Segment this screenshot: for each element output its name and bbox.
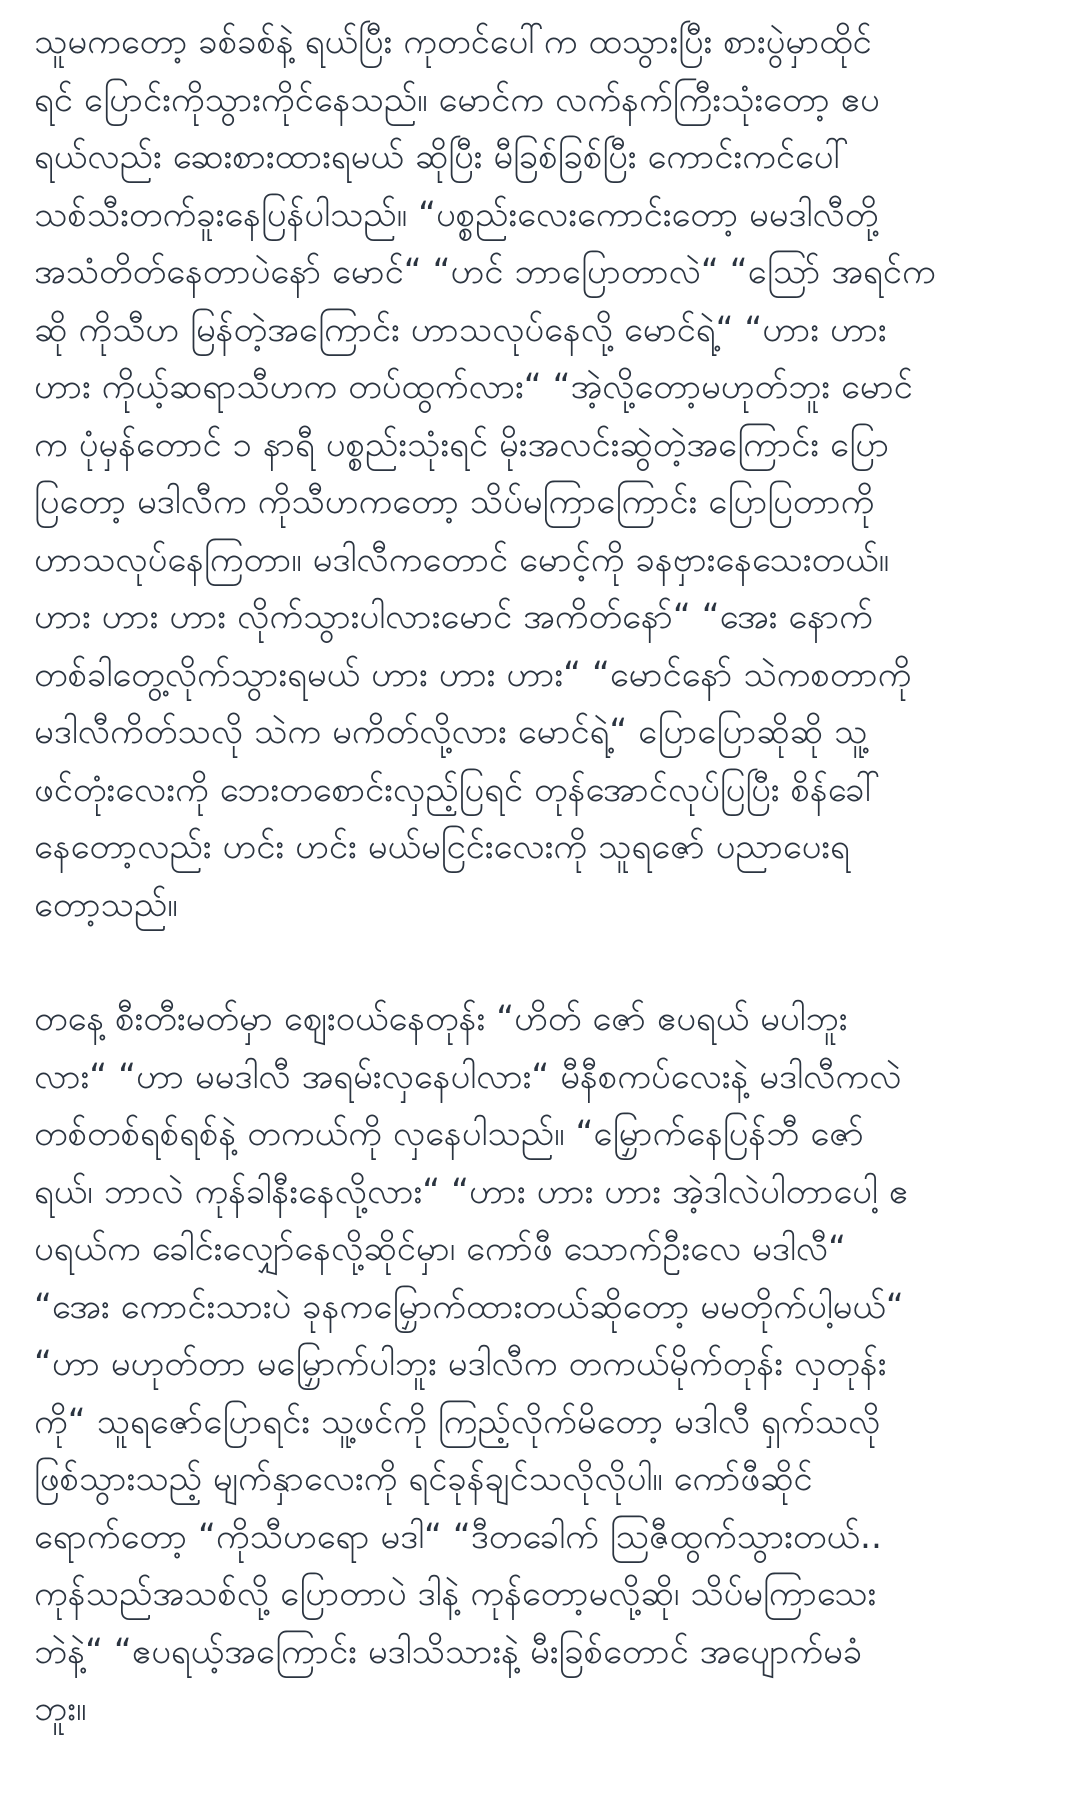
text-line: ပြတော့ မဒါလီက ကိုသီဟကတော့ သိပ်မကြာကြောင်း ပြောပြတာကို xyxy=(34,482,875,522)
text-line: ဟာသလုပ်နေကြတာ။ မဒါလီကတောင် မောင့်ကို ခနဗှားနေသေးတယ်။ xyxy=(34,539,890,580)
text-line: ရယ်၊ ဘာလဲ ကုန်ခါနီးနေလို့လား“ “ဟား ဟား ဟား အဲ့ဒါလဲပါတာပေါ့ ဧ xyxy=(34,1171,909,1212)
text-line: “ဟာ မဟုတ်တာ မမြှောက်ပါဘူး မဒါလီက တကယ်မိုက်တုန်း လှတုန်း xyxy=(34,1344,887,1384)
text-line: ကုန်သည်အသစ်လို့ ပြောတာပဲ ဒါနဲ့ ကုန်တော့မလို့ဆို၊ သိပ်မကြာသေး xyxy=(34,1574,877,1614)
text-line: နေတော့လည်း ဟင်း ဟင်း မယ်မငြင်းလေးကို သူရဇော် ပညာပေးရ xyxy=(34,827,850,867)
text-line: ဘူး။ xyxy=(34,1689,87,1729)
paragraph-2 xyxy=(34,991,1054,1739)
text-line: တစ်တစ်ရစ်ရစ်နဲ့ တကယ်ကို လှနေပါသည်။ “မြှောက်နေပြန်ဘီ ဇော် xyxy=(34,1114,864,1154)
text-line: မဒါလီကိတ်သလို သဲက မကိတ်လို့လား မောင်ရဲ့“ ပြောပြောဆိုဆို သူ့ xyxy=(34,712,868,752)
article-body xyxy=(34,14,1054,1739)
text-line: ဟား ဟား ဟား လိုက်သွားပါလားမောင် အကိတ်နော်“ “အေး နောက် xyxy=(34,597,873,637)
text-line: တစ်ခါတွေ့လိုက်သွားရမယ် ဟား ဟား ဟား“ “မောင်နော် သဲကစတာကို xyxy=(34,654,912,695)
text-line: ရောက်တော့ “ကိုသီဟရော မဒါ“ “ဒီတခေါက် ဩဇီထွက်သွားတယ်.. xyxy=(34,1516,882,1557)
text-line: ဖင်တုံးလေးကို ဘေးတစောင်းလှည့်ပြရင် တုန်အောင်လုပ်ပြပြီး စိန်ခေါ် xyxy=(34,769,881,810)
text-line: ဟား ကိုယ့်ဆရာသီဟက တပ်ထွက်လား“ “အဲ့လို့တော့မဟုတ်ဘူး မောင် xyxy=(34,367,913,407)
text-line: ရယ်လည်း ဆေးစားထားရမယ် ဆိုပြီး မီခြစ်ခြစ်ပြီး ကောင်းကင်ပေါ် xyxy=(34,137,849,177)
text-line: သူမကတော့ ခစ်ခစ်နဲ့ ရယ်ပြီး ကုတင်ပေါ်က ထသွားပြီး စားပွဲမှာထိုင် xyxy=(34,22,872,62)
text-line: အသံတိတ်နေတာပဲနော် မောင်“ “ဟင် ဘာပြောတာလဲ“ “သြော် အရင်က xyxy=(34,252,936,292)
text-line: ဘဲနဲ့“ “ဧပရယ့်အကြောင်း မဒါသိသားနဲ့ မီးခြစ်တောင် အပျောက်မခံ xyxy=(34,1631,863,1672)
text-line: ဖြစ်သွားသည့် မျက်နှာလေးကို ရင်ခုန်ချင်သလိုလိုပါ။ ကော်ဖီဆိုင် xyxy=(34,1459,813,1499)
text-line: ရင် ပြောင်းကိုသွားကိုင်နေသည်။ မောင်က လက်နက်ကြီးသုံးတော့ ဧပ xyxy=(34,79,880,120)
text-line: ပရယ်က ခေါင်းလျှော်နေလို့ဆိုင်မှာ၊ ကော်ဖီ သောက်ဦးလေ မဒါလီ“ xyxy=(34,1229,847,1269)
text-line: “အေး ကောင်းသားပဲ ခုနကမြှောက်ထားတယ်ဆိုတော့ မမတိုက်ပါ့မယ်“ xyxy=(34,1286,904,1327)
text-line: ဆို ကိုသီဟ မြန်တဲ့အကြောင်း ဟာသလုပ်နေလို့ မောင်ရဲ့“ “ဟား ဟား xyxy=(34,309,887,350)
text-line: တော့သည်။ xyxy=(34,884,178,925)
text-line: ကို“ သူရဇော်ပြောရင်း သူ့ဖင်ကို ကြည့်လိုက်မိတော့ မဒါလီ ရှက်သလို xyxy=(34,1401,881,1442)
text-line: သစ်သီးတက်ခူးနေပြန်ပါသည်။ “ပစ္စည်းလေးကောင်းတော့ မမဒါလီတို့ xyxy=(34,194,879,235)
text-line: က ပုံမှန်တောင် ၁ နာရီ ပစ္စည်းသုံးရင် မိုးအလင်းဆွဲတဲ့အကြောင်း ပြော xyxy=(34,424,890,465)
text-line: တနေ့ စီးတီးမတ်မှာ ဈေးဝယ်နေတုန်း “ဟိတ် ဇော် ဧပရယ် မပါဘူး xyxy=(34,999,848,1039)
paragraph-1 xyxy=(34,14,1054,934)
text-line: လား“ “ဟာ မမဒါလီ အရမ်းလှနေပါလား“ မီနီစကပ်လေးနဲ့ မဒါလီကလဲ xyxy=(34,1056,902,1097)
